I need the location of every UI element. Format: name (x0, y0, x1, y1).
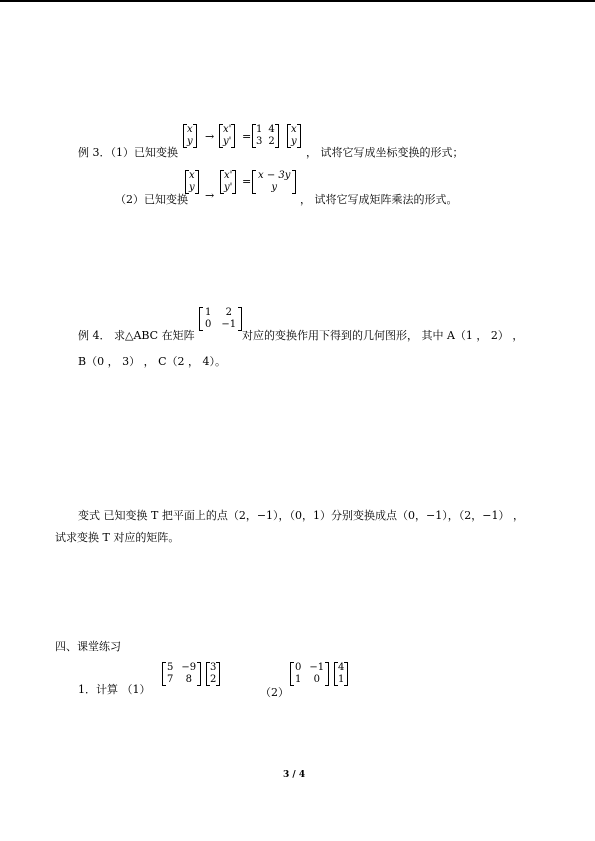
vec-entry: y (271, 182, 278, 193)
ex3-vec-prime (219, 124, 235, 148)
matrix-entry: −1 (221, 319, 237, 330)
matrix-entry: 0 (205, 319, 212, 330)
vec-entry: 2 (210, 674, 217, 685)
equals-symbol: = (242, 175, 252, 188)
vec-entry: x − 3y (258, 170, 291, 181)
practice-vector-1 (206, 662, 220, 686)
ex4-matrix (199, 307, 242, 331)
vec-entry: 1 (338, 674, 345, 685)
variant-line1: 变式 已知变换 T 把平面上的点（2，−1），（0，1）分别变换成点（0，−1），（2，−1） ， (78, 509, 524, 522)
ex3-vec-prime-2 (220, 170, 236, 194)
vec-entry: y' (223, 136, 232, 147)
matrix-entry: −9 (181, 662, 197, 673)
matrix-entry: 2 (225, 307, 232, 318)
ex3-vec-xy-3 (185, 170, 199, 194)
matrix-entry: 1 (295, 674, 302, 685)
top-rule (0, 0, 595, 2)
vec-entry: y (187, 136, 193, 147)
practice-heading: 四、课堂练习 (55, 640, 121, 653)
variant-line2: 试求变换 T 对应的矩阵。 (55, 531, 180, 544)
vec-entry: 3 (210, 662, 217, 673)
practice-matrix-1 (162, 662, 201, 686)
ex3-part1-tail: ， 试将它写成坐标变换的形式； (306, 146, 464, 159)
matrix-entry: 3 (256, 136, 263, 147)
practice-item2-label: （2） (260, 686, 289, 699)
ex3-part2-tail: ， 试将它写成矩阵乘法的形式。 (300, 193, 458, 206)
ex3-matrix-a (252, 124, 279, 148)
arrow-symbol: → (205, 130, 215, 143)
matrix-entry: 0 (313, 674, 320, 685)
practice-vector-2 (334, 662, 348, 686)
vec-entry: x' (224, 170, 233, 181)
ex3-part1-label: 例 3．（1）已知变换 (78, 146, 178, 159)
ex3-vec-xy (183, 124, 197, 148)
practice-matrix-2 (290, 662, 329, 686)
matrix-entry: −1 (309, 662, 325, 673)
vec-entry: x (187, 124, 193, 135)
vec-entry: y (189, 182, 195, 193)
ex3-vec-xy-2 (287, 124, 301, 148)
ex4-suffix: 对应的变换作用下得到的几何图形， 其中 A（1 ， 2） ， (242, 329, 524, 342)
matrix-entry: 8 (185, 674, 192, 685)
vec-entry: y (291, 136, 297, 147)
ex4-line2: B（0 ， 3） ， C（2 ， 4）。 (78, 355, 226, 368)
arrow-symbol: → (205, 189, 215, 202)
vec-entry: x (189, 170, 195, 181)
matrix-entry: 1 (256, 124, 263, 135)
equals-symbol: = (242, 130, 252, 143)
vec-entry: x' (223, 124, 232, 135)
practice-item1-label: 1．计算 （1） (78, 683, 151, 696)
page-number: 3 / 4 (283, 770, 306, 780)
ex3-vec-result (252, 170, 296, 194)
matrix-entry: 7 (167, 674, 174, 685)
matrix-entry: 4 (268, 124, 275, 135)
vec-entry: y' (224, 182, 233, 193)
matrix-entry: 1 (205, 307, 212, 318)
vec-entry: 4 (338, 662, 345, 673)
matrix-entry: 2 (268, 136, 275, 147)
matrix-entry: 5 (167, 662, 174, 673)
matrix-entry: 0 (295, 662, 302, 673)
ex4-prefix: 例 4． 求△ABC 在矩阵 (78, 329, 195, 342)
ex3-part2-label: （2）已知变换 (115, 193, 188, 206)
vec-entry: x (291, 124, 297, 135)
